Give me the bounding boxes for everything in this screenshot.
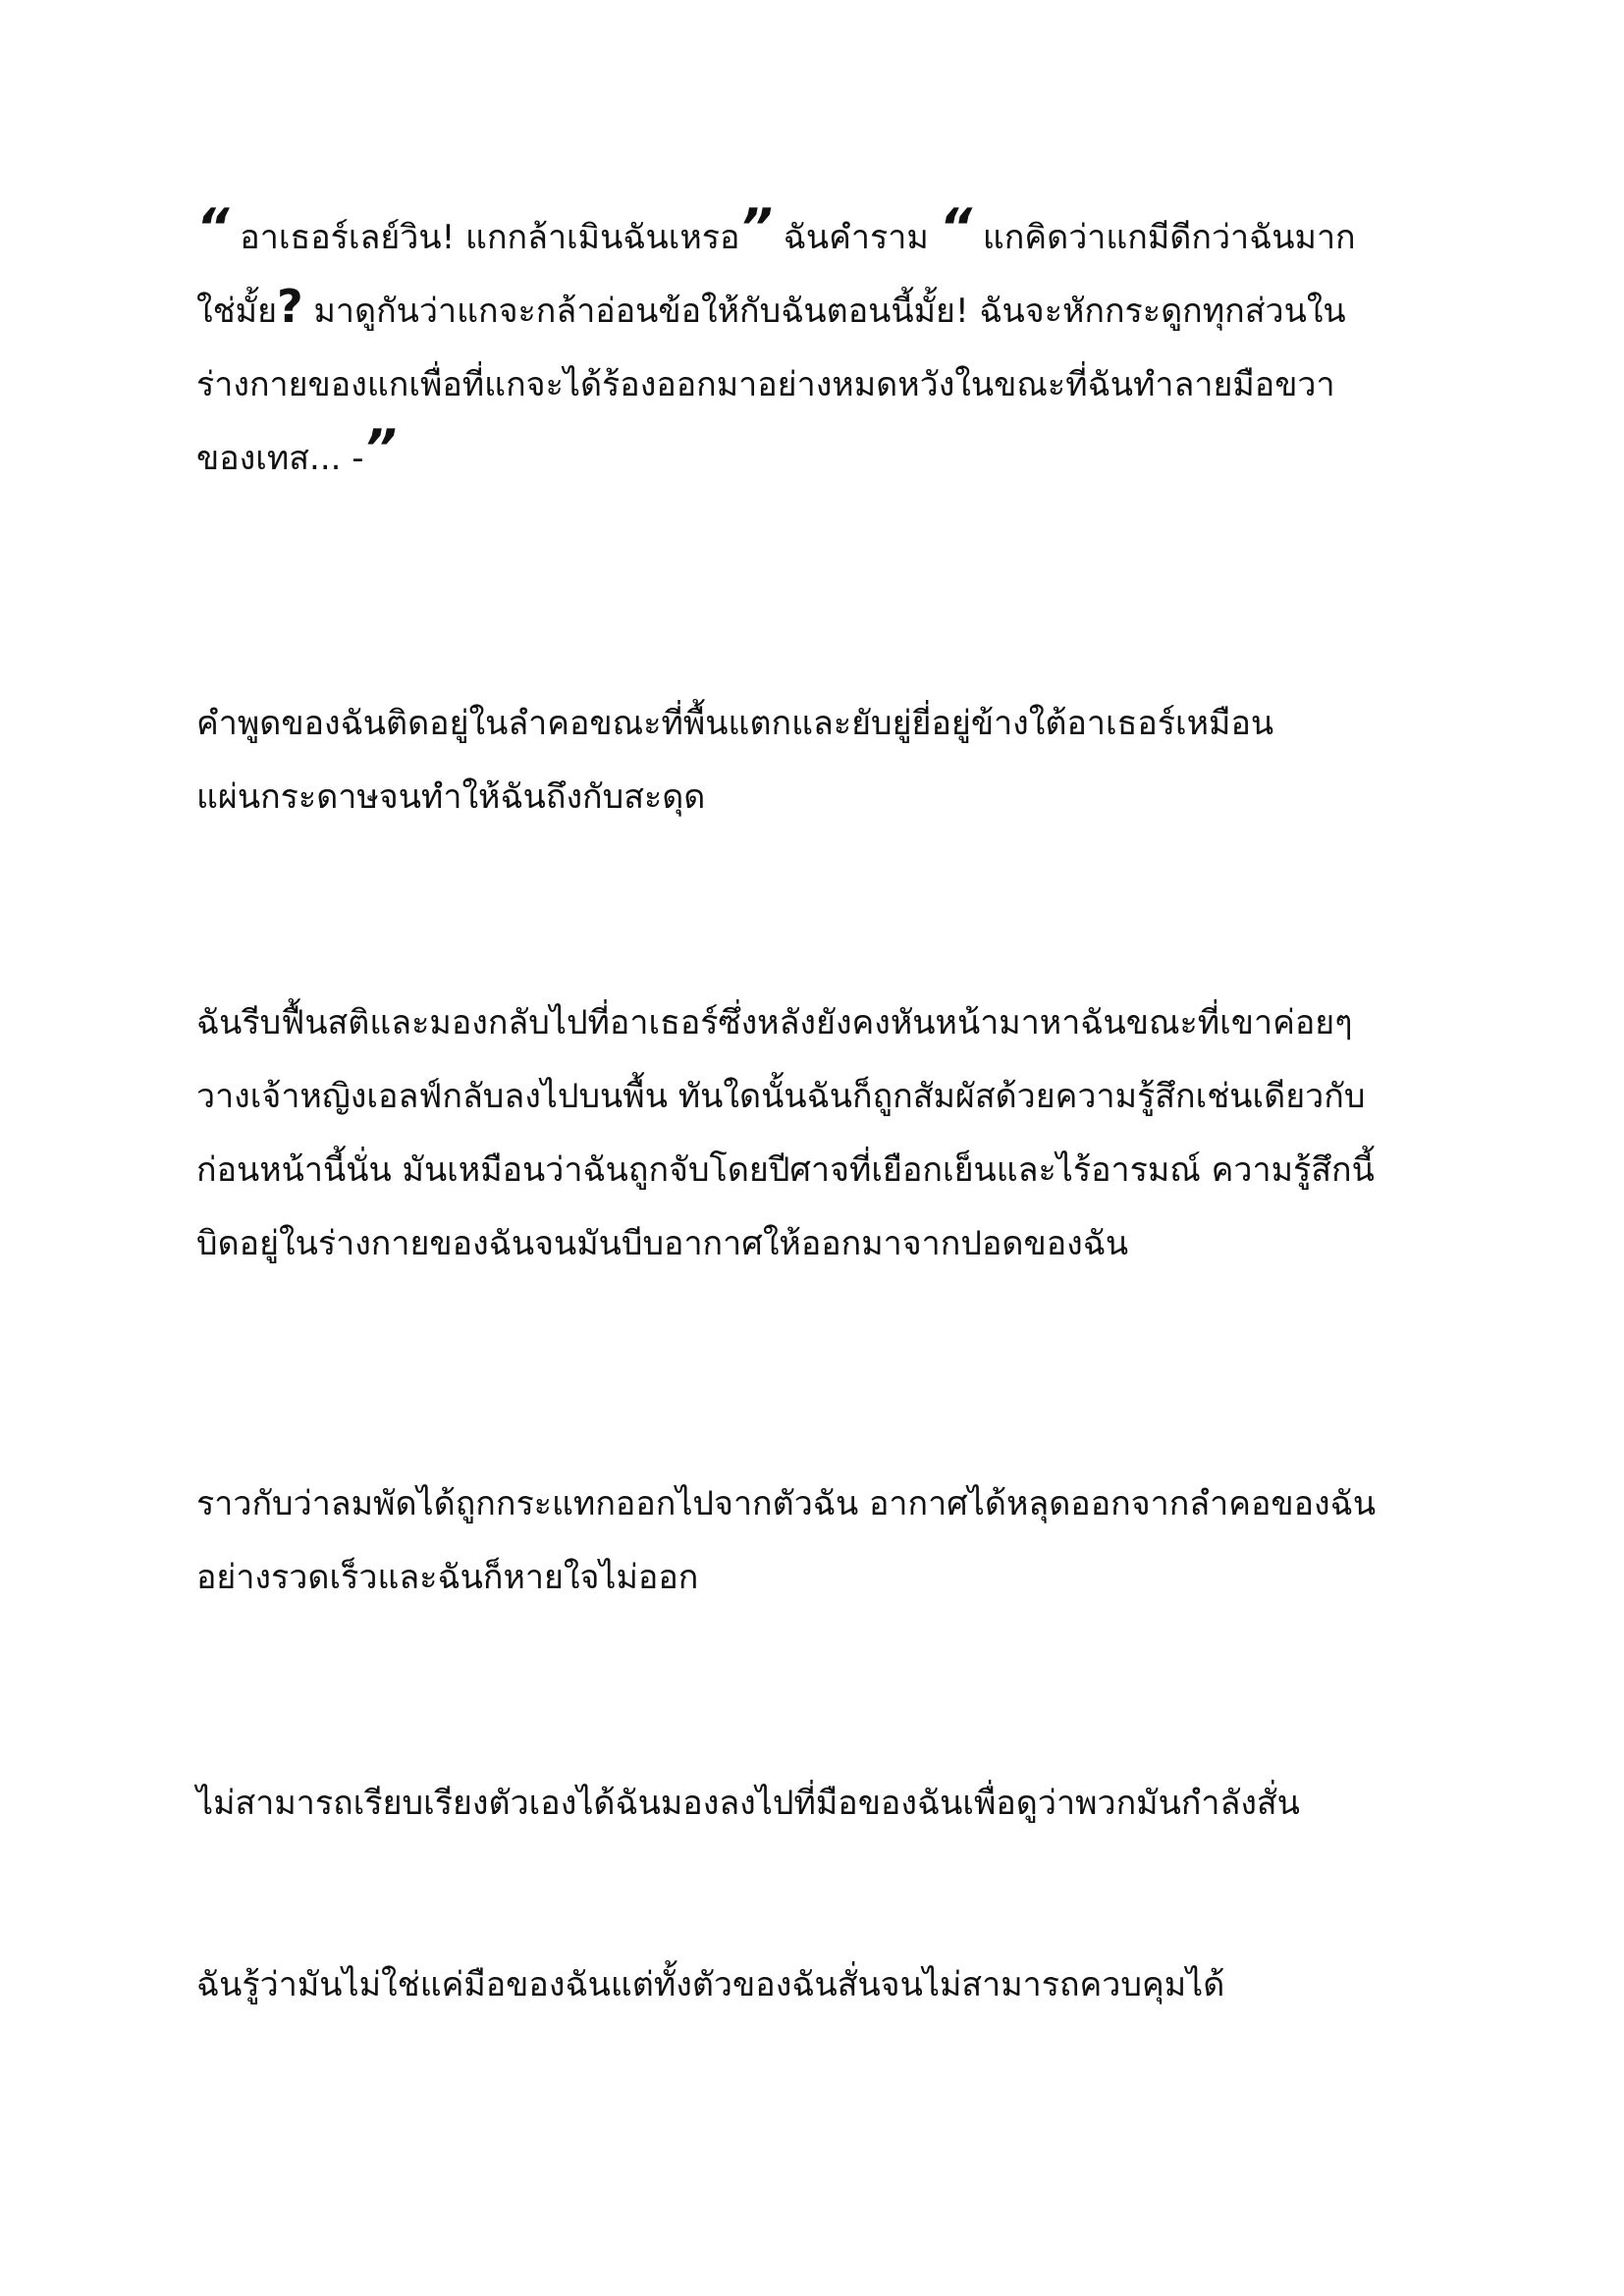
- paragraph: [196, 1767, 1473, 1841]
- text-line: วางเจ้าหญิงเอลฟ์กลับลงไปบนพื้น ทันใดนั้นฉันก็ถูกสัมผัสด้วยความรู้สึกเช่นเดียวกับ: [196, 1077, 1366, 1116]
- close-quote: ”: [363, 419, 398, 478]
- text-segment: ฉันคำราม: [772, 218, 940, 257]
- text-line: ก่อนหน้านี้นั่น มันเหมือนว่าฉันถูกจับโดยปีศาจที่เยือกเย็นและไร้อารมณ์ ความรู้สึกนี้: [196, 1150, 1375, 1190]
- text-segment: อาเธอร์เลย์วิน! แกกล้าเมินฉันเหรอ: [229, 218, 740, 257]
- text-segment: แกคิดว่าแกมีดีกว่าฉันมาก: [972, 218, 1356, 257]
- text-line: ฉันรีบฟื้นสติและมองกลับไปที่อาเธอร์ซึ่งหลังยังคงหันหน้ามาหาฉันขณะที่เขาค่อยๆ: [196, 1003, 1353, 1042]
- text-line: บิดอยู่ในร่างกายของฉันจนมันบีบอากาศให้ออกมาจากปอดของฉัน: [196, 1224, 1129, 1263]
- text-segment: ใช่มั้ย: [196, 292, 278, 331]
- paragraph: [196, 987, 1473, 1281]
- text-segment: ร่างกายของแกเพื่อที่แกจะได้ร้องออกมาอย่างหมดหวังในขณะที่ฉันทำลายมือขวา: [196, 365, 1335, 404]
- close-quote: ”: [739, 198, 773, 257]
- text-line: [196, 419, 1473, 496]
- text-line: คำพูดของฉันติดอยู่ในลำคอขณะที่พื้นแตกและยับยู่ยี่อยู่ข้างใต้อาเธอร์เหมือน: [196, 704, 1274, 743]
- text-line: แผ่นกระดาษจนทำให้ฉันถึงกับสะดุด: [196, 777, 706, 817]
- text-line: ราวกับว่าลมพัดได้ถูกกระแทกออกไปจากตัวฉัน อากาศได้หลุดออกจากลำคอของฉัน: [196, 1484, 1377, 1523]
- text-line: ฉันรู้ว่ามันไม่ใช่แค่มือของฉันแต่ทั้งตัวของฉันสั่นจนไม่สามารถควบคุมได้: [196, 1965, 1225, 2004]
- text-line: อย่างรวดเร็วและฉันก็หายใจไม่ออก: [196, 1558, 699, 1597]
- paragraph: [196, 1949, 1473, 2022]
- text-line: ไม่สามารถเรียบเรียงตัวเองได้ฉันมองลงไปที่มือของฉันเพื่อดูว่าพวกมันกำลังสั่น: [196, 1784, 1300, 1823]
- paragraph-dialogue: [196, 198, 1473, 496]
- open-quote: “: [939, 198, 973, 257]
- text-segment: มาดูกันว่าแกจะกล้าอ่อนข้อให้กับฉันตอนนี้มั้ย! ฉันจะหักกระดูกทุกส่วนใน: [302, 292, 1346, 331]
- text-segment: ของเทส... -: [196, 439, 364, 478]
- text-line: [196, 198, 1473, 275]
- paragraph: [196, 687, 1473, 834]
- question-mark: ?: [277, 280, 303, 333]
- paragraph: [196, 1468, 1473, 1615]
- text-line: [196, 348, 1473, 422]
- text-line: [196, 275, 1473, 348]
- open-quote: “: [196, 198, 230, 257]
